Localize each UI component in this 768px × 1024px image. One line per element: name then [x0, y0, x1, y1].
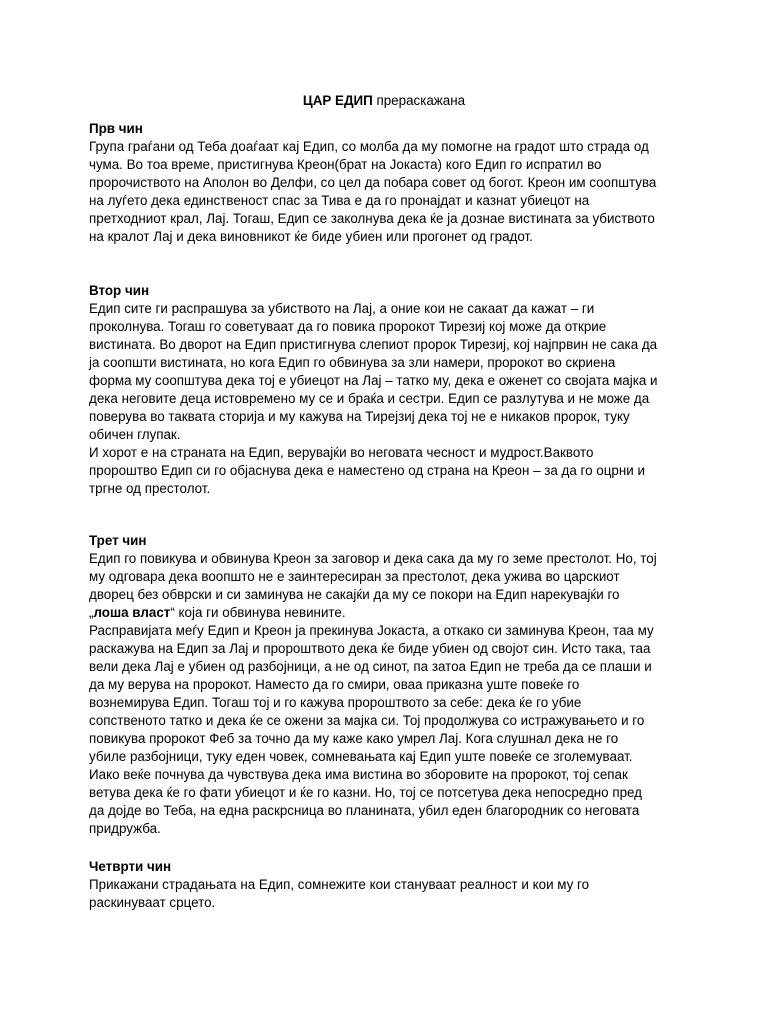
- text-line: повикува пророкот Феб за точно да му каже како умрел Лај. Кога слушнал дека не го: [89, 731, 619, 746]
- text-line-with-quote: [89, 604, 689, 622]
- quote-tail: “ која ги обвинува невините.: [170, 605, 346, 620]
- section-act-4: [89, 858, 689, 912]
- section-heading: Прв чин: [89, 121, 143, 136]
- section-heading: Четврти чин: [89, 859, 172, 874]
- section-heading: Трет чин: [89, 533, 147, 548]
- text-line: Иако веќе почнува да чувствува дека има вистина во зборовите на пророкот, тој сепак: [89, 767, 628, 782]
- text-line: Едип го повикува и обвинува Креон за заговор и дека сака да му го земе престолот. Но, тој: [89, 551, 657, 566]
- text-line: ветува дека ќе го фати убиецот и ќе го казни. Но, тој се потсетува дека непосредно пред: [89, 785, 642, 800]
- text-line: чума. Во тоа време, пристигнува Креон(брат на Јокаста) кого Едип го испратил во: [89, 157, 602, 172]
- text-line: ја соопшти вистината, но кога Едип го обвинува за зли намери, пророкот во скриена: [89, 355, 616, 370]
- text-line: обичен глупак.: [89, 427, 181, 442]
- section-paragraph: [89, 138, 689, 246]
- text-line: вознемирува Едип. Тогаш тој и го кажува пророштвото за себе: дека ќе го убие: [89, 695, 582, 710]
- section-paragraph: [89, 876, 689, 912]
- text-line: И хорот е на страната на Едип, верувајќи во неговата чесност и мудрост.Ваквото: [89, 445, 594, 460]
- text-line: на кралот Лај и дека виновникот ќе биде убиен или прогонет од градот.: [89, 229, 533, 244]
- text-line: да му верува на пророкот. Наместо да го смири, оваа приказна уште повеќе го: [89, 677, 580, 692]
- text-line: пророштво Едип си го објаснува дека е наместено од страна на Креон – за да го оцрни и: [89, 463, 645, 478]
- text-line: Група граѓани од Теба доаѓаат кај Едип, со молба да му помогне на градот што страда од: [89, 139, 649, 154]
- section-act-3: [89, 532, 689, 838]
- text-line: дека неговите деца истовремено му се и браќа и сестри. Едип се разлутува и не може да: [89, 391, 650, 406]
- text-line: проколнува. Тогаш го советуваат да го повика пророкот Тирезиј кој може да открие: [89, 319, 607, 334]
- text-line: раскинуваат срцето.: [89, 895, 216, 910]
- text-line: раскажува на Едип за Лај и пророштвото дека ќе биде убиен од својот син. Исто така, таа: [89, 641, 651, 656]
- document-title-main: ЦАР ЕДИП: [302, 93, 373, 108]
- text-line: Едип сите ги распрашува за убиството на Лај, а оние кои не сакаат да кажат – ги: [89, 301, 595, 316]
- text-line: да дојде во Теба, на една раскрсница во планината, убил еден благородник со неговата: [89, 803, 640, 818]
- section-heading: Втор чин: [89, 283, 150, 298]
- text-line: вистината. Во дворот на Едип пристигнува слепиот пророк Тирезиј, кој најпрвин не сака да: [89, 337, 658, 352]
- text-line: убиле разбојници, туку еден човек, сомневањата кај Едип уште повеќе се зголемуваат.: [89, 749, 633, 764]
- text-line: дворец без обврски и си заминува не сакајќи да му се покори на Едип нарекувајќи го: [89, 587, 620, 602]
- text-line: пророчиството на Аполон во Делфи, со цел да побара совет од богот. Креон им соопштува: [89, 175, 657, 190]
- text-line: форма му соопштува дека тој е убиецот на Лај – татко му, дека е оженет со својата мајка и: [89, 373, 658, 388]
- quote-open-mark: „: [89, 605, 94, 620]
- section-paragraph: [89, 550, 689, 838]
- document-title-rest: прераскажана: [372, 93, 466, 108]
- text-line: вели дека Лај е убиен од разбојници, а не од синот, па затоа Едип не треба да се плаши и: [89, 659, 652, 674]
- document-title: [0, 92, 768, 110]
- section-act-1: [89, 120, 689, 246]
- text-line: сопственото татко и дека ќе се ожени за мајка си. Тој продолжува со истражувањето и го: [89, 713, 645, 728]
- text-line: поверува во таквата сторија и му кажува на Тирејзиј дека тој не е никаков пророк, туку: [89, 409, 630, 424]
- text-line: придружба.: [89, 821, 161, 836]
- section-act-2: [89, 282, 689, 498]
- text-line: претходниот крал, Лај. Тогаш, Едип се заколнува дека ќе ја дознае вистината за убиството: [89, 211, 655, 226]
- text-line: му одговара дека воопшто не е заинтересиран за престолот, дека ужива во царскиот: [89, 569, 620, 584]
- section-paragraph: [89, 300, 689, 498]
- text-line: на луѓето дека единственост спас за Тива е да го пронајдат и казнат убиецот на: [89, 193, 590, 208]
- text-line: Расправијата меѓу Едип и Креон ја прекинува Јокаста, а откако си заминува Креон, таа му: [89, 623, 654, 638]
- text-line: тргне од престолот.: [89, 481, 211, 496]
- quoted-phrase: лоша власт: [93, 605, 171, 620]
- text-line: Прикажани страдањата на Едип, сомнежите кои стануваат реалност и кои му го: [89, 877, 590, 892]
